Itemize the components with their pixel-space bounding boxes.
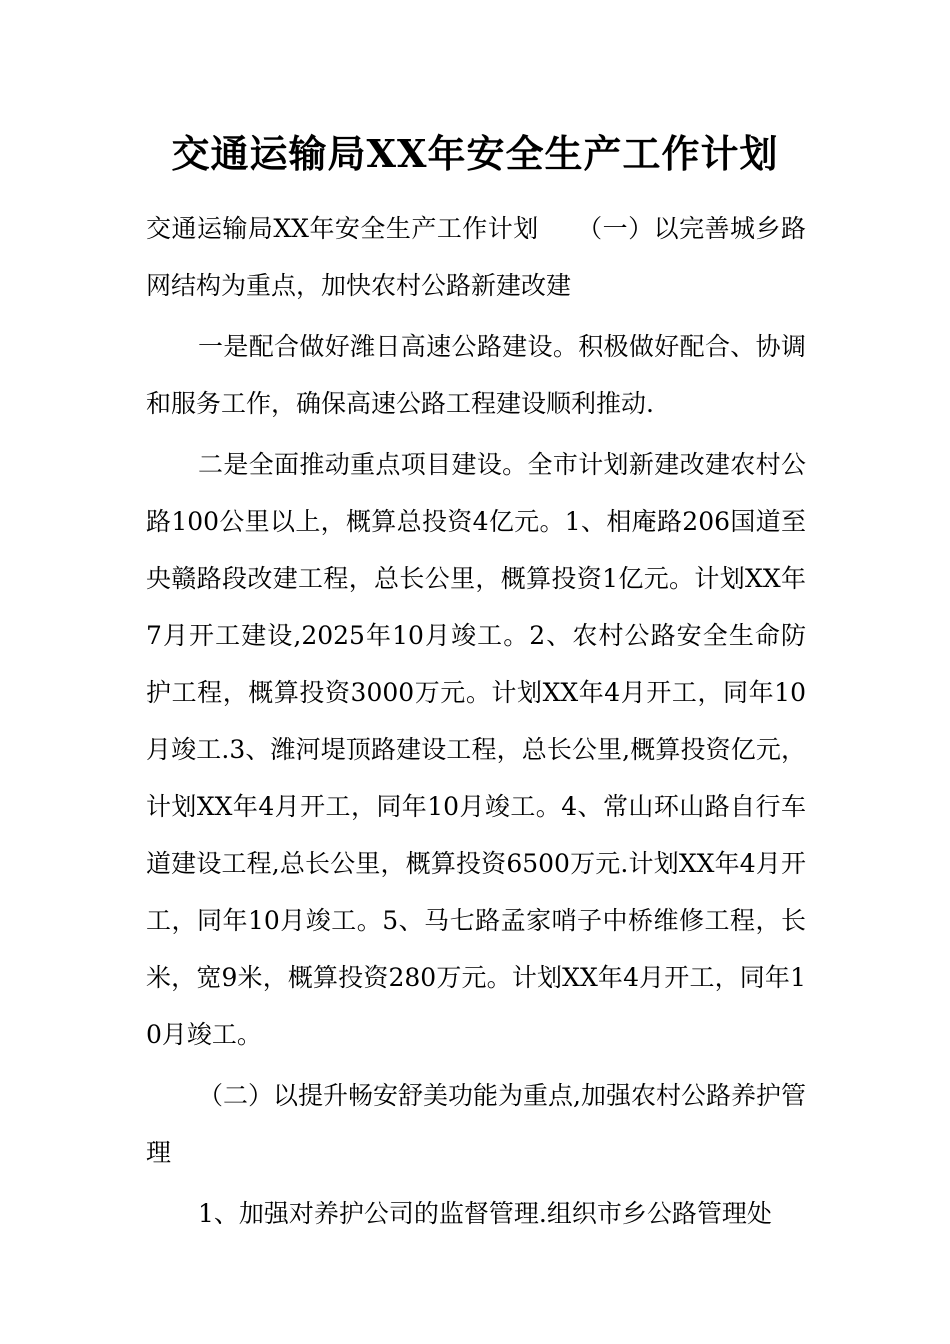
paragraph-key-projects: 二是全面推动重点项目建设。全市计划新建改建农村公路100公里以上，概算总投资4亿元。1、相庵路206国道至央赣路段改建工程，总长公里，概算投资1亿元。计划XX年7月开工建设,2025年10月竣工。2、农村公路安全生命防护工程，概算投资3000万元。计划XX年4月开工，同年10月竣工.3、潍河堤顶路建设工程，总长公里,概算投资亿元，计划XX年4月开工，同年10月竣工。4、常山环山路自行车道建设工程,总长公里，概算投资6500万元.计划XX年4月开工，同年10月竣工。5、马七路孟家哨子中桥维修工程，长米，宽9米，概算投资280万元。计划XX年4月开工，同年10月竣工。 bbox=[146, 450, 806, 1049]
document-title: 交通运输局XX年安全生产工作计划 bbox=[171, 131, 779, 176]
paragraph-expressway: 一是配合做好潍日高速公路建设。积极做好配合、协调和服务工作，确保高速公路工程建设顺利推动. bbox=[146, 332, 806, 418]
document-body bbox=[146, 200, 806, 1246]
paragraph-section-two-heading: （二）以提升畅安舒美功能为重点,加强农村公路养护管理 bbox=[146, 1081, 806, 1167]
paragraph-maintenance-supervision: 1、加强对养护公司的监督管理.组织市乡公路管理处 bbox=[198, 1199, 772, 1228]
paragraph-intro: 交通运输局XX年安全生产工作计划 （一）以完善城乡路网结构为重点，加快农村公路新建改建 bbox=[146, 214, 806, 300]
